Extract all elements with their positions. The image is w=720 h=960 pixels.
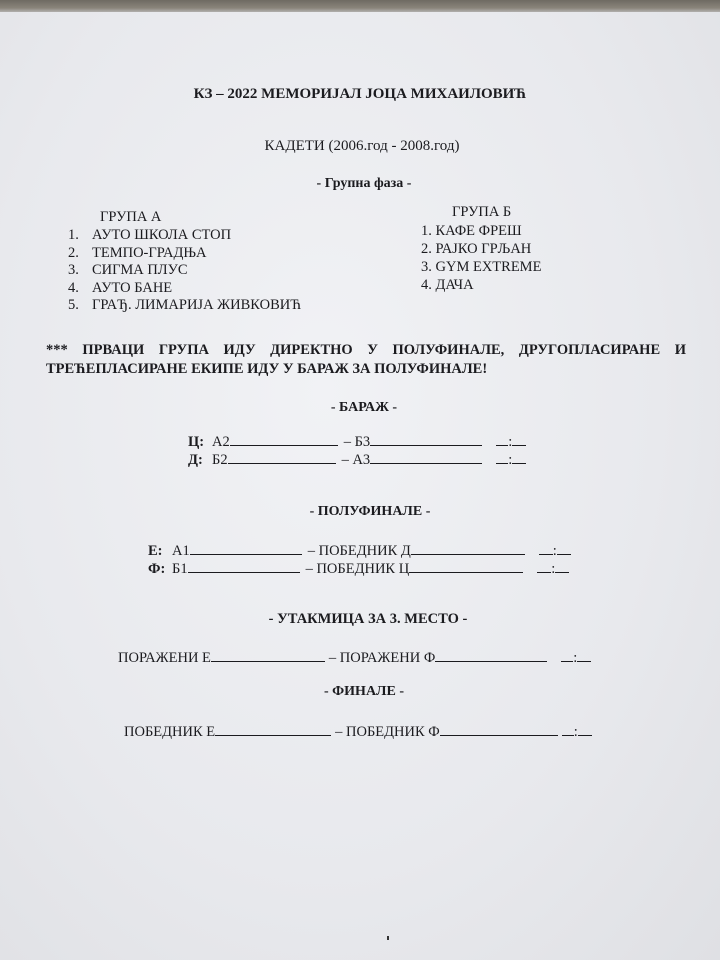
blank-line: [230, 445, 338, 446]
score-separator: :: [508, 452, 513, 468]
barrage-match-d: Д: Б2 – А3 :: [188, 452, 526, 469]
group-b-item: 2. РАЈКО ГРЉАН: [421, 241, 532, 257]
rule-line-2: ТРЕЋЕПЛАСИРАНЕ ЕКИПЕ ИДУ У БАРАЖ ЗА ПОЛУФИНАЛЕ!: [46, 361, 488, 377]
group-a-item: 2. ТЕМПО-ГРАДЊА: [68, 244, 207, 261]
blank-line: [440, 735, 558, 736]
score-separator: :: [573, 724, 578, 740]
rule-line-1: *** ПРВАЦИ ГРУПА ИДУ ДИРЕКТНО У ПОЛУФИНАЛЕ, ДРУГОПЛАСИРАНЕ И: [46, 342, 686, 358]
final-match: ПОБЕДНИК Е – ПОБЕДНИК Ф :: [124, 724, 592, 741]
group-a-heading: ГРУПА А: [100, 209, 162, 225]
category-label: КАДЕТИ (2006.год - 2008.год): [264, 138, 460, 154]
score-separator: :: [573, 650, 578, 666]
group-b-item: 4. ДАЧА: [421, 277, 474, 293]
barrage-heading: - БАРАЖ -: [330, 400, 398, 415]
group-a-item: 4. АУТО БАНЕ: [68, 279, 173, 296]
semifinal-match-e: Е: А1 – ПОБЕДНИК Д :: [148, 543, 571, 560]
blank-line: [215, 735, 331, 736]
group-b-heading: ГРУПА Б: [452, 204, 512, 220]
third-place-heading: - УТАКМИЦА ЗА 3. МЕСТО -: [268, 611, 468, 627]
group-a-item: 3. СИГМА ПЛУС: [68, 262, 188, 278]
group-a-item: 1. АУТО ШКОЛА СТОП: [68, 227, 232, 243]
final-heading: - ФИНАЛЕ -: [323, 684, 404, 699]
document-title: КЗ – 2022 МЕМОРИЈАЛ ЈОЦА МИХАИЛОВИЋ: [193, 86, 527, 102]
barrage-match-c: Ц: А2 – Б3 :: [188, 434, 526, 451]
blank-line: [228, 463, 336, 464]
group-b-item: 3. GYM EXTREME: [421, 259, 542, 275]
group-a-item: 5. ГРАЂ. ЛИМАРИЈА ЖИВКОВИЋ: [68, 297, 301, 313]
third-place-match: ПОРАЖЕНИ Е – ПОРАЖЕНИ Ф :: [118, 650, 591, 667]
blank-line: [211, 661, 325, 662]
blank-line: [411, 554, 525, 555]
score-separator: :: [551, 561, 556, 577]
group-b-list: [421, 222, 541, 294]
group-b-item: 1. КАФЕ ФРЕШ: [421, 223, 522, 239]
group-a-list: [68, 227, 301, 315]
blank-line: [370, 463, 482, 464]
blank-line: [409, 572, 523, 573]
semifinal-match-f: Ф: Б1 – ПОБЕДНИК Ц :: [148, 561, 569, 578]
blank-line: [370, 445, 482, 446]
phase-label: - Групна фаза -: [316, 176, 412, 191]
score-separator: :: [508, 434, 513, 450]
blank-line: [188, 572, 300, 573]
paper-speck: [387, 936, 389, 940]
blank-line: [190, 554, 302, 555]
score-separator: :: [552, 543, 557, 559]
blank-line: [435, 661, 547, 662]
semifinal-heading: - ПОЛУФИНАЛЕ -: [309, 504, 431, 519]
